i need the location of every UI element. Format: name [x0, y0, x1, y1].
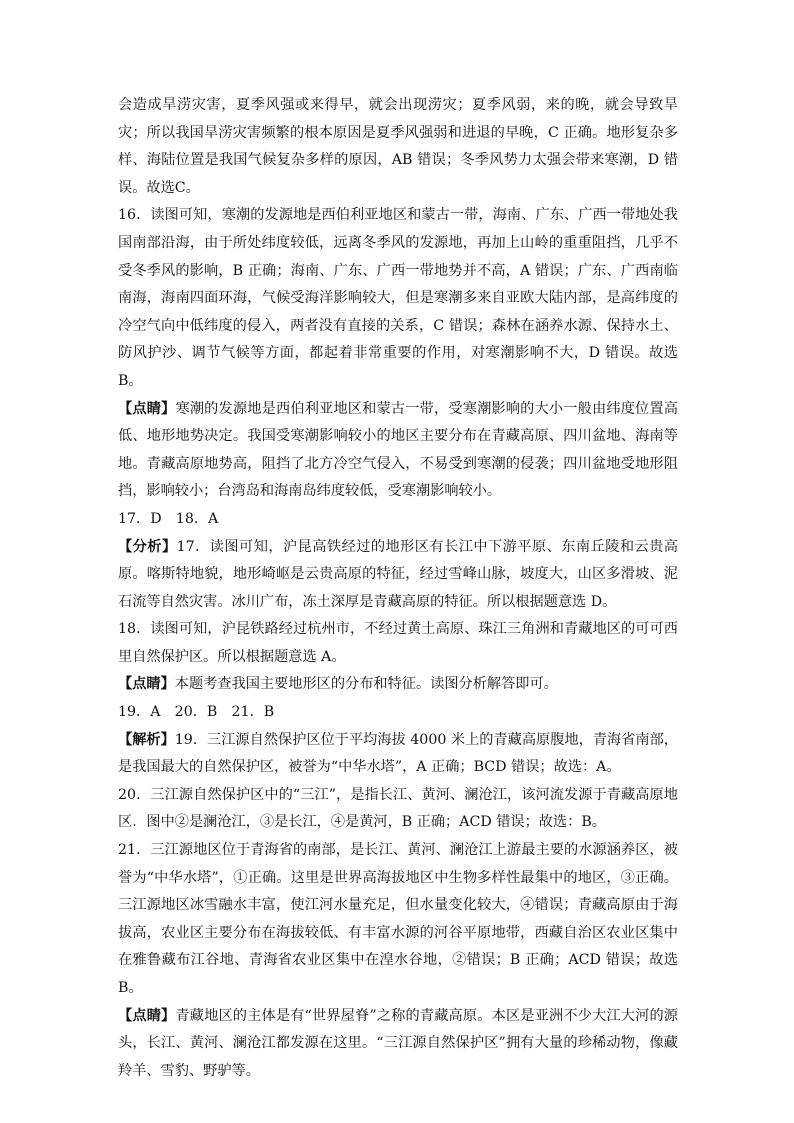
paragraph-analysis-17	[118, 534, 678, 617]
answer-text-body	[118, 92, 678, 1085]
paragraph-text: 青藏地区的主体是有“世界屋脊”之称的青藏高原。本区是亚洲不少大江大河的源头，长江、黄河、澜沧江都发源在这里。“三江源自然保护区”拥有大量的珍稀动物，像藏羚羊、雪豹、野驴等。	[118, 1007, 678, 1079]
paragraph-text: 17．读图可知，沪昆高铁经过的地形区有长江中下游平原、东南丘陵和云贵高原。喀斯特地貌，地形崎岖是云贵高原的特征，经过雪峰山脉，坡度大，山区多滑坡、泥石流等自然灾害。冰川广布，冻土深厚是青藏高原的特征。所以根据题意选 D。	[118, 538, 678, 610]
paragraph-text: 19．A 20．B 21．B	[118, 704, 275, 721]
paragraph-text: 20．三江源自然保护区中的“三江”，是指长江、黄河、澜沧江，该河流发源于青藏高原地区．图中②是澜沧江，③是长江，④是黄河，B 正确；ACD 错误；故选：B。	[118, 786, 678, 831]
paragraph-explanation-19	[118, 727, 678, 782]
paragraph-tip-19-21	[118, 1003, 678, 1086]
paragraph-text: 18．读图可知，沪昆铁路经过杭州市，不经过黄土高原、珠江三角洲和青藏地区的可可西里自然保护区。所以根据题意选 A。	[118, 621, 678, 665]
paragraph-text: 19．三江源自然保护区位于平均海拔 4000 米上的青藏高原腹地，青海省南部，是我国最大的自然保护区，被誉为“中华水塔”，A 正确；BCD 错误；故选：A。	[118, 731, 678, 776]
paragraph-text: 16．读图可知，寒潮的发源地是西伯利亚地区和蒙古一带，海南、广东、广西一带地处我国南部沿海，由于所处纬度较低，远离冬季风的发源地，再加上山岭的重重阻挡，几乎不受冬季风的影响，B 正确；海南、广东、广西一带地势并不高，A 错误；广东、广西南临南海，海南四面环海，气候受海洋影响较大，但是寒潮多来自亚欧大陆内部，是高纬度的冷空气向中低纬度的侵入，两者没有直接的关系，C 错误；森林在涵养水源、保持水土、防风护沙、调节气候等方面，都起着非常重要的作用，对寒潮影响不大，D 错误。故选 B。	[118, 207, 678, 389]
explanation-label: 【解析】	[118, 731, 175, 748]
paragraph-answer-20	[118, 782, 678, 837]
paragraph-answer-15-continued	[118, 92, 678, 202]
paragraph-text: 21．三江源地区位于青海省的南部，是长江、黄河、澜沧江上游最主要的水源涵养区，被誉为“中华水塔”，①正确。这里是世界高海拔地区中生物多样性最集中的地区，③正确。三江源地区冰雪融水丰富，使江河水量充足，但水量变化较大，④错误；青藏高原由于海拔高，农业区主要分布在海拔较低、有丰富水源的河谷平原地带，西藏自治区农业区集中在雅鲁藏布江谷地、青海省农业区集中在湟水谷地，②错误；B 正确；ACD 错误；故选 B。	[118, 842, 678, 996]
paragraph-answer-21	[118, 837, 678, 1003]
paragraph-text: 本题考查我国主要地形区的分布和特征。读图分析解答即可。	[174, 676, 558, 693]
paragraph-text: 会造成旱涝灾害，夏季风强或来得早，就会出现涝灾；夏季风弱，来的晚，就会导致旱灾；所以我国旱涝灾害频繁的根本原因是夏季风强弱和进退的早晚，C 正确。地形复杂多样、海陆位置是我国气候复杂多样的原因，AB 错误；冬季风势力太强会带来寒潮，D 错误。故选C。	[118, 97, 678, 196]
paragraph-answer-18	[118, 616, 678, 671]
paragraph-tip-16	[118, 396, 678, 506]
paragraph-tip-17-18	[118, 671, 678, 699]
tip-label: 【点睛】	[118, 400, 176, 417]
tip-label: 【点睛】	[118, 676, 175, 693]
answer-key-17-18	[118, 506, 678, 534]
tip-label: 【点睛】	[118, 1007, 176, 1024]
analysis-label: 【分析】	[118, 538, 177, 555]
answer-key-19-21	[118, 699, 678, 727]
paragraph-text: 17．D 18．A	[118, 510, 219, 527]
paragraph-text: 寒潮的发源地是西伯利亚地区和蒙古一带，受寒潮影响的大小一般由纬度位置高低、地形地势决定。我国受寒潮影响较小的地区主要分布在青藏高原、四川盆地、海南等地。青藏高原地势高，阻挡了北方冷空气侵入，不易受到寒潮的侵袭；四川盆地受地形阻挡，影响较小；台湾岛和海南岛纬度较低，受寒潮影响较小。	[118, 400, 678, 500]
paragraph-answer-16	[118, 202, 678, 395]
